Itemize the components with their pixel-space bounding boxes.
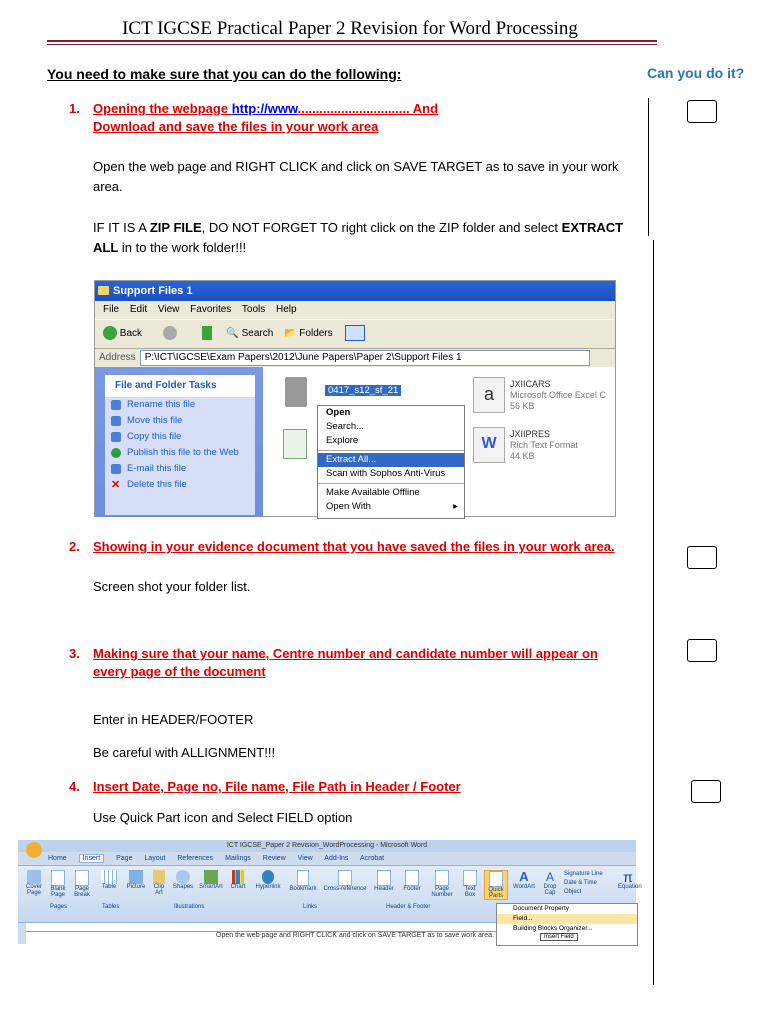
globe-icon	[111, 448, 121, 458]
date-time-button[interactable]: Date & Time	[564, 880, 598, 886]
word-title: ICT IGCSE_Paper 2 Revision_WordProcessing - Microsoft Word	[226, 842, 428, 849]
header-icon	[377, 870, 391, 886]
folders-button[interactable]: Folders	[299, 328, 333, 339]
task-label: Rename this file	[127, 399, 196, 410]
group-header-footer: Header & Footer	[386, 904, 431, 910]
p2d: EXTRACT ALL	[93, 220, 624, 255]
p2e: in to the work folder!!!	[118, 240, 247, 255]
excel-file-icon[interactable]: a	[473, 377, 505, 413]
context-menu	[317, 405, 465, 519]
forward-icon[interactable]	[163, 326, 177, 340]
item-3-heading	[93, 645, 598, 681]
btn-label: Clip Art	[153, 884, 165, 896]
ctx-extract-all[interactable]: Extract All...	[318, 453, 464, 467]
blank-page-button[interactable]	[48, 870, 68, 900]
file-type: Rich Text Format	[510, 440, 578, 450]
item-2-para-1: Screen shot your folder list.	[93, 579, 251, 594]
cross-reference-button[interactable]	[322, 870, 368, 900]
btn-label: Footer	[403, 886, 421, 892]
back-icon[interactable]	[103, 326, 117, 340]
header-button[interactable]	[372, 870, 396, 900]
task-label: Publish this file to the Web	[127, 447, 239, 458]
group-illustrations: Illustrations	[174, 904, 205, 910]
word-ribbon-screenshot	[18, 840, 642, 944]
up-icon[interactable]	[202, 326, 212, 340]
tab-insert[interactable]: Insert	[79, 854, 105, 863]
btn-label: Header	[374, 886, 394, 892]
item-1-heading-line2: Download and save the files in your work area	[93, 119, 379, 134]
item-2-heading: Showing in your evidence document that you have saved the files in your work area.	[93, 539, 615, 554]
blank-page-icon	[51, 870, 65, 886]
check-column-label: Can you do it?	[647, 65, 745, 81]
excel-file-icon[interactable]	[283, 429, 307, 459]
item-1-para-2	[93, 218, 643, 258]
ctx-scan[interactable]: Scan with Sophos Anti-Virus	[326, 468, 446, 479]
ctx-open-with[interactable]	[318, 500, 464, 514]
file-type: Microsoft Office Excel C	[510, 390, 606, 400]
word-file-icon[interactable]: W	[473, 427, 505, 463]
text-box-button[interactable]	[460, 870, 480, 900]
drop-cap-icon: A	[545, 870, 554, 884]
file-info-cars	[510, 379, 606, 412]
item-1-heading-post: ............................... And	[297, 101, 439, 116]
btn-label: Page Number	[431, 886, 453, 898]
title-rule	[47, 40, 657, 42]
file-size: 44 KB	[510, 451, 535, 461]
cover-page-icon	[27, 870, 41, 884]
ctx-offline[interactable]: Make Available Offline	[326, 487, 420, 498]
item-1-heading-pre: Opening the webpage	[93, 101, 232, 116]
task-move[interactable]	[105, 413, 255, 429]
file-size: 56 KB	[510, 401, 535, 411]
clip-art-button[interactable]	[150, 870, 168, 900]
page-break-button[interactable]	[72, 870, 92, 900]
item-3-heading-line1: Making sure that your name, Centre number and candidate number will appear on	[93, 646, 598, 661]
picture-button[interactable]	[126, 870, 146, 900]
wordart-button[interactable]	[512, 870, 536, 900]
task-copy[interactable]	[105, 429, 255, 445]
quick-parts-button[interactable]	[484, 870, 508, 900]
text-box-icon	[463, 870, 477, 886]
btn-label: Chart	[230, 884, 246, 890]
btn-label: Picture	[126, 884, 146, 890]
office-button-icon[interactable]	[26, 842, 42, 858]
intro-heading: You need to make sure that you can do the following:	[47, 66, 402, 82]
btn-label: Cover Page	[25, 884, 42, 896]
side-buttons	[564, 870, 614, 900]
back-button[interactable]: Back	[119, 328, 143, 339]
btn-label: Drop Cap	[543, 884, 557, 896]
checkbox-item-3[interactable]	[687, 639, 717, 662]
task-delete[interactable]	[105, 477, 255, 493]
object-button[interactable]: Object	[564, 889, 582, 895]
ctx-explore[interactable]: Explore	[326, 435, 359, 446]
dropdown-field[interactable]: Field...	[497, 914, 637, 924]
item-3-number: 3.	[69, 646, 80, 661]
pi-icon: π	[623, 869, 633, 885]
btn-label: Table	[101, 884, 117, 890]
chart-button[interactable]	[228, 870, 248, 900]
page-break-icon	[75, 870, 89, 886]
signature-line-button[interactable]: Signature Line	[564, 871, 603, 877]
task-label: E-mail this file	[127, 463, 187, 474]
explorer-toolbar	[95, 319, 615, 349]
footer-icon	[405, 870, 419, 886]
p2c: , DO NOT FORGET TO right click on the ZIP folder and select	[201, 220, 562, 235]
column-divider-lower	[653, 240, 654, 985]
item-1-heading	[93, 100, 438, 136]
table-button[interactable]	[96, 870, 122, 900]
file-name: JXIICARS	[510, 379, 551, 389]
ctx-open[interactable]: Open	[326, 407, 351, 418]
ribbon-tabs	[18, 852, 636, 865]
btn-label: Blank Page	[50, 886, 66, 898]
views-icon[interactable]	[345, 325, 365, 341]
webpage-link[interactable]: http://www	[231, 101, 298, 116]
item-3-para-1: Enter in HEADER/FOOTER	[93, 712, 254, 727]
task-label: Delete this file	[127, 479, 187, 490]
btn-label: Quick Parts	[488, 887, 504, 899]
group-links: Links	[303, 904, 318, 910]
explorer-titlebar	[95, 281, 615, 301]
item-1-number: 1.	[69, 101, 80, 116]
chart-icon	[232, 870, 244, 884]
item-2-number: 2.	[69, 539, 80, 554]
zip-folder-icon[interactable]	[285, 377, 307, 407]
checkbox-item-4[interactable]	[691, 780, 721, 803]
insert-field-tooltip: Insert Field	[540, 933, 578, 941]
smartart-button[interactable]	[198, 870, 224, 900]
address-label: Address	[99, 352, 136, 363]
ctx-open-with-label: Open With	[326, 501, 371, 512]
file-info-pres	[510, 429, 578, 462]
email-icon	[111, 464, 121, 474]
globe-icon	[262, 870, 274, 884]
btn-label: Bookmark	[289, 886, 317, 892]
search-button[interactable]: Search	[241, 328, 274, 339]
cover-page-button[interactable]	[24, 870, 44, 900]
title-rule-thin	[47, 44, 657, 45]
task-label: Move this file	[127, 415, 183, 426]
bookmark-icon	[297, 870, 309, 886]
p2a: IF IT IS A	[93, 220, 150, 235]
checkbox-item-2[interactable]	[687, 546, 717, 569]
btn-label: Equation	[618, 884, 642, 890]
tab-acrobat[interactable]: Acrobat	[359, 855, 385, 862]
tasks-title: File and Folder Tasks	[105, 375, 255, 397]
dropdown-document-property[interactable]: Document Property	[513, 905, 569, 912]
item-4-heading: Insert Date, Page no, File name, File Path in Header / Footer	[93, 779, 461, 794]
cross-reference-icon	[338, 870, 352, 886]
item-4-number: 4.	[69, 779, 80, 794]
btn-label: SmartArt	[199, 884, 223, 890]
shapes-button[interactable]	[172, 870, 194, 900]
folder-icon	[98, 286, 109, 295]
tab-review[interactable]: Review	[262, 855, 286, 862]
p2b: ZIP FILE	[149, 220, 202, 235]
folders-icon: 📂	[284, 328, 297, 339]
btn-label: Shapes	[172, 884, 194, 890]
smartart-icon	[204, 870, 218, 884]
item-4-para-1: Use Quick Part icon and Select FIELD option	[93, 810, 353, 825]
group-pages: Pages	[50, 904, 68, 910]
ctx-search[interactable]: Search...	[326, 421, 365, 432]
btn-label: Text Box	[464, 886, 476, 898]
btn-label: Page Break	[74, 886, 90, 898]
hyperlink-button[interactable]	[252, 870, 284, 900]
word-titlebar	[18, 840, 636, 852]
footer-button[interactable]	[400, 870, 424, 900]
page-number-button[interactable]	[428, 870, 456, 900]
drop-cap-button[interactable]	[540, 870, 560, 900]
checkbox-item-1[interactable]	[687, 100, 717, 123]
file-folder-tasks	[105, 375, 255, 515]
picture-icon	[129, 870, 143, 884]
btn-label: Cross-reference	[323, 886, 367, 892]
dropdown-building-blocks[interactable]: Building Blocks Organizer...	[513, 925, 593, 932]
address-bar	[95, 349, 615, 367]
shapes-icon	[176, 870, 190, 884]
column-divider	[648, 98, 649, 236]
rename-icon	[111, 400, 121, 410]
tab-mailings[interactable]: Mailings	[225, 855, 251, 862]
page-title: ICT IGCSE Practical Paper 2 Revision for Word Processing	[122, 18, 578, 39]
page-number-icon	[435, 870, 449, 886]
clip-art-icon	[153, 870, 165, 884]
equation-button[interactable]	[618, 869, 642, 900]
address-field[interactable]: P:\ICT\IGCSE\Exam Papers\2012\June Papers\Paper 2\Support Files 1	[140, 350, 590, 366]
tab-view[interactable]: View	[297, 855, 313, 862]
explorer-screenshot	[94, 280, 616, 517]
copy-icon	[111, 432, 121, 442]
document-text: Open the web page and RIGHT CLICK and click on SAVE TARGET as to save work area.	[26, 932, 636, 947]
quick-parts-icon	[489, 871, 503, 887]
selected-file-name[interactable]: 0417_s12_sf_21	[325, 385, 401, 396]
group-tables: Tables	[102, 904, 120, 910]
task-publish[interactable]	[105, 445, 255, 461]
task-rename[interactable]	[105, 397, 255, 413]
move-icon	[111, 416, 121, 426]
item-3-para-2: Be careful with ALLIGNMENT!!!	[93, 745, 276, 760]
explorer-menu[interactable]: File Edit View Favorites Tools Help	[95, 301, 615, 319]
btn-label: Hyperlink	[255, 884, 281, 890]
table-icon	[101, 870, 117, 884]
tab-page-layout[interactable]: Page Layout	[116, 855, 166, 862]
tab-home[interactable]: Home	[48, 855, 67, 862]
task-label: Copy this file	[127, 431, 182, 442]
item-3-heading-line2: every page of the document	[93, 664, 266, 679]
search-icon: 🔍	[226, 328, 239, 339]
submenu-arrow-icon: ▸	[453, 501, 458, 512]
item-1-para-1: Open the web page and RIGHT CLICK and click on SAVE TARGET as to save in your work area.	[93, 159, 619, 194]
btn-label: WordArt	[513, 884, 535, 890]
bookmark-button[interactable]	[288, 870, 318, 900]
ribbon-buttons	[24, 869, 642, 900]
wordart-icon: A	[519, 869, 529, 884]
delete-icon: ✕	[111, 479, 121, 491]
file-name: JXIIPRES	[510, 429, 551, 439]
tab-references[interactable]: References	[177, 855, 214, 862]
tab-add-ins[interactable]: Add-Ins	[324, 855, 349, 862]
tasks-pane	[95, 367, 263, 517]
task-email[interactable]	[105, 461, 255, 477]
explorer-title: Support Files 1	[113, 285, 193, 297]
